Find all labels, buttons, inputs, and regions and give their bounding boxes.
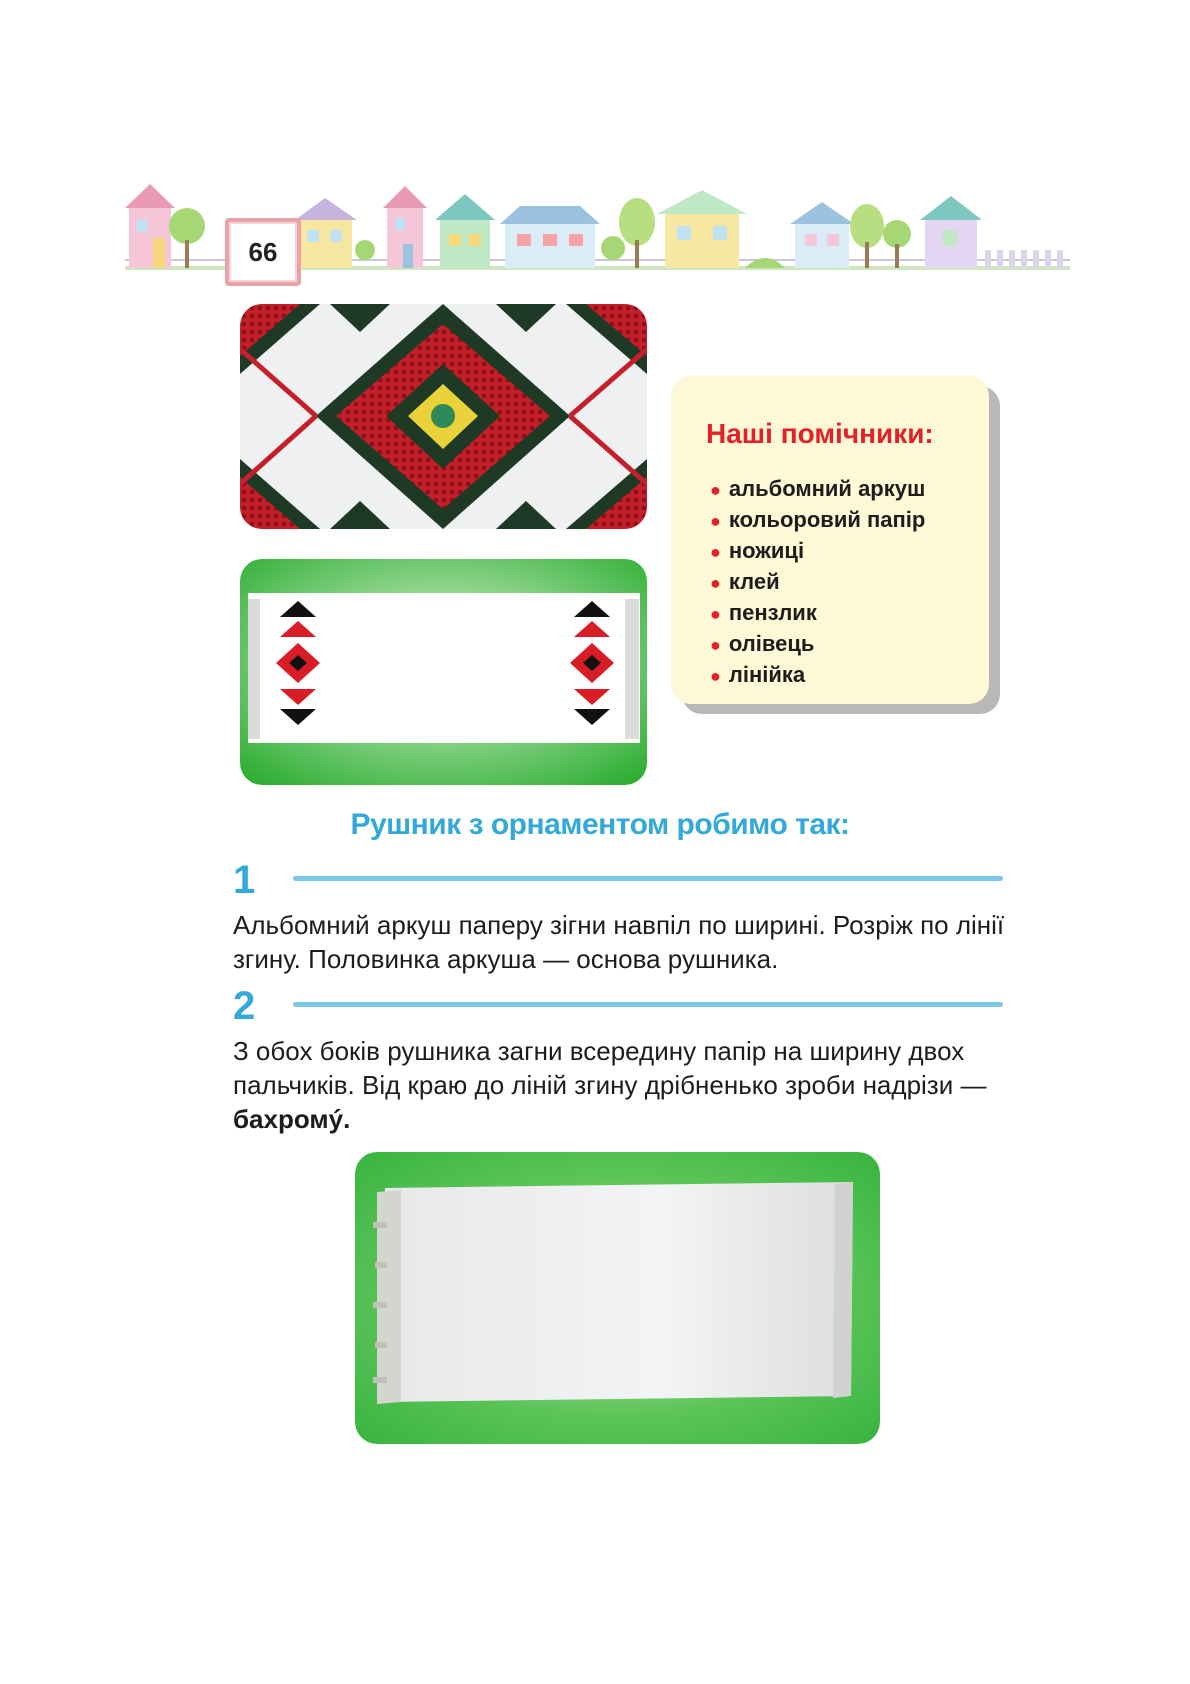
finished-towel-photo	[240, 559, 647, 785]
house-1	[125, 184, 175, 268]
step-number: 1	[233, 858, 256, 902]
helpers-list-item: ● альбомний аркуш	[710, 476, 926, 501]
helpers-list-item: ● клей	[710, 569, 780, 594]
step-text-plain: З обох боків рушника загни всередину папір на ширину двох пальчиків. Від краю до ліній згину дрібненько зроби надрізи —	[233, 1036, 987, 1100]
step-text	[233, 1034, 1023, 1136]
folded-paper-photo	[355, 1152, 880, 1444]
helpers-list-item: ● олівець	[710, 631, 815, 656]
step-text: Альбомний аркуш паперу зігни навпіл по ширині. Розріж по лінії згину. Половинка аркуша — основа рушника.	[233, 910, 1005, 974]
step-divider	[293, 1002, 1003, 1007]
helpers-list-item: ● пензлик	[710, 600, 817, 625]
step-text-emphasis: бахромý.	[233, 1104, 351, 1134]
helpers-list-item: ● ножиці	[710, 538, 805, 563]
bullet-icon: ●	[710, 635, 721, 655]
page-number: 66	[225, 218, 301, 286]
bullet-icon: ●	[710, 511, 721, 531]
helpers-list-item: ● кольоровий папір	[710, 507, 926, 532]
helpers-list-item: ● лінійка	[710, 662, 806, 687]
helpers-title: Наші помічники:	[706, 418, 934, 449]
helpers-list	[710, 474, 925, 691]
embroidery-ornament-photo	[240, 304, 647, 529]
bullet-icon: ●	[710, 573, 721, 593]
bullet-icon: ●	[710, 604, 721, 624]
bullet-icon: ●	[710, 542, 721, 562]
section-heading: Рушник з орнаментом робимо так:	[350, 808, 850, 841]
bullet-icon: ●	[710, 666, 721, 686]
bullet-icon: ●	[710, 480, 721, 500]
step-divider	[293, 876, 1003, 881]
step-number: 2	[233, 984, 256, 1028]
